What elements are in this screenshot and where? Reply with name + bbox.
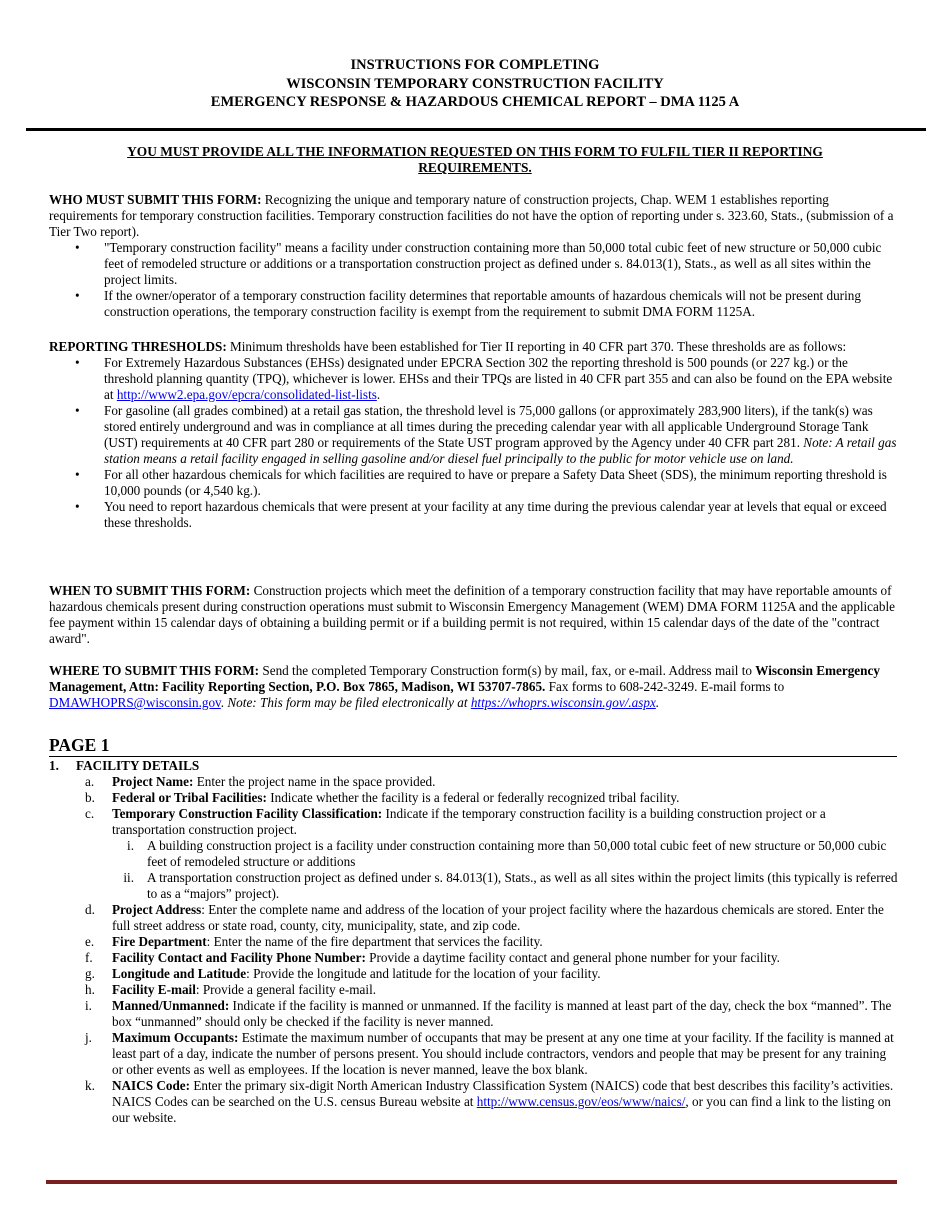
- list-item: [49, 1078, 899, 1126]
- section-title: FACILITY DETAILS: [76, 758, 200, 773]
- whoprs-link[interactable]: https://whoprs.wisconsin.gov/.aspx: [470, 695, 656, 710]
- item-text: : Provide the longitude and latitude for the location of your facility.: [246, 966, 601, 981]
- item-text: : Provide a general facility e-mail.: [195, 982, 377, 997]
- naics-end: , or you can find a link to the listing on our website.: [112, 1094, 891, 1125]
- who-text: Recognizing the unique and temporary nature of construction projects, Chap. WEM 1 establishes reporting requirements for temporary construction facilities. Temporary construction facilities do not have the option of reporting under s. 323.60, Stats., (submission of a Tier Two report).: [49, 192, 894, 239]
- thresholds-section: [49, 339, 899, 531]
- where-note-end: .: [655, 695, 660, 710]
- page1-divider: [49, 756, 897, 757]
- naics-link[interactable]: http://www.census.gov/eos/www/naics/: [476, 1094, 686, 1109]
- who-bullets: [49, 240, 899, 320]
- page1-heading: PAGE 1: [49, 735, 110, 755]
- item-text: Indicate if the facility is manned or unmanned. If the facility is manned at least part of the day, check the box “manned”. The box “unmanned” should only be checked if the facility is never manned.: [112, 998, 892, 1029]
- list-item: [49, 998, 899, 1030]
- item-marker: a.: [85, 774, 95, 789]
- item-label: Project Address: [112, 902, 202, 917]
- list-item: • You need to report hazardous chemicals that were present at your facility at any time during the previous calendar year at levels that equal or exceed these thresholds.: [49, 499, 899, 531]
- where-note: Note: This form may be filed electronically at: [227, 695, 471, 710]
- gas-note: Note: A retail gas station means a retail facility engaged in selling gasoline and/or diesel fuel principally to the public for motor vehicle use on land.: [104, 435, 897, 466]
- item-text: Provide a daytime facility contact and general phone number for your facility.: [365, 950, 780, 965]
- sub-item-text: A building construction project is a facility under construction containing more than 50,000 total cubic feet of new structure or 50,000 cubic feet of remodeled structure or additions: [147, 838, 887, 869]
- when-section: [49, 583, 899, 647]
- item-label: Facility Contact and Facility Phone Number:: [112, 950, 366, 965]
- sub-list-item: [112, 838, 899, 870]
- when-text: Construction projects which meet the definition of a temporary construction facility that may have reportable amounts of hazardous chemicals present during construction operations must submit to Wisconsin Emergency Management (WEM) DMA FORM 1125A and the applicable fee payment within 15 calendar days of obtaining a building permit or if a building permit is not required, within 15 calendar days of the date of the "contract award".: [49, 583, 895, 646]
- list-item: • "Temporary construction facility" means a facility under construction containing more than 50,000 total cubic feet of new structure or 50,000 cubic feet of remodeled structure or additions or a transportation construction project as defined under s. 84.013(1), Stats., as well as all sites within the project limits.: [49, 240, 899, 288]
- item-text: Enter the project name in the space provided.: [193, 774, 436, 789]
- list-item: [49, 790, 899, 806]
- who-heading: WHO MUST SUBMIT THIS FORM:: [49, 192, 262, 207]
- item-marker: k.: [85, 1078, 95, 1093]
- item-marker: g.: [85, 966, 95, 981]
- where-heading: WHERE TO SUBMIT THIS FORM:: [49, 663, 260, 678]
- list-item: [49, 934, 899, 950]
- item-label: Federal or Tribal Facilities:: [112, 790, 267, 805]
- where-text: Send the completed Temporary Construction form(s) by mail, fax, or e-mail. Address mail to: [259, 663, 756, 678]
- item-text: Estimate the maximum number of occupants that may be present at any one time at your facility. If the facility is manned at least part of a day, indicate the number of persons present. You should include contractors, vendors and people that may be present for any training or other events as well as employees. If the location is never manned, leave the box blank.: [112, 1030, 894, 1077]
- list-item: • If the owner/operator of a temporary construction facility determines that reportable amounts of hazardous chemicals will not be present during construction operations, the temporary construction facility is exempt from the requirement to submit DMA FORM 1125A.: [49, 288, 899, 320]
- ehs-text: For Extremely Hazardous Substances (EHSs) designated under EPCRA Section 302 the reporting threshold is 500 pounds (or 227 kg.) or the threshold planning quantity (TPQ), whichever is lower. EHSs and their TPQs are listed in 40 CFR part 355 and can also be found on the EPA website at: [104, 355, 893, 402]
- list-item: [49, 966, 899, 982]
- item-text: : Enter the complete name and address of the location of your project facility where the hazardous chemicals are stored. Enter the full street address or state road, county, city, municipality, state, and zip code.: [112, 902, 884, 933]
- thresholds-heading: REPORTING THRESHOLDS:: [49, 339, 227, 354]
- list-item: [49, 902, 899, 934]
- section-number: 1.: [49, 758, 59, 773]
- where-section: [49, 663, 899, 711]
- list-item: [49, 355, 899, 403]
- list-item: • For all other hazardous chemicals for which facilities are required to have or prepare a Safety Data Sheet (SDS), the minimum reporting threshold is 10,000 pounds (or 4,540 kg.).: [49, 467, 899, 499]
- footer-divider: [46, 1180, 897, 1184]
- gas-text: For gasoline (all grades combined) at a retail gas station, the threshold level is 75,000 gallons (or approximately 283,900 liters), if the tank(s) was stored entirely underground and was in compliance at all times during the preceding calendar year with all applicable Underground Storage Tank (UST) requirements at 40 CFR part 280 or requirements of the State UST program approved by the Agency under 40 CFR part 281.: [104, 403, 873, 450]
- item-label: Maximum Occupants:: [112, 1030, 239, 1045]
- document-title: [0, 56, 950, 112]
- email-link[interactable]: DMAWHOPRS@wisconsin.gov: [49, 695, 221, 710]
- ehs-end: .: [376, 387, 381, 402]
- list-item: [49, 774, 899, 790]
- item-label: Temporary Construction Facility Classification:: [112, 806, 383, 821]
- item-marker: f.: [85, 950, 93, 965]
- sub-list-item: [112, 870, 899, 902]
- item-text: : Enter the name of the fire department that services the facility.: [206, 934, 543, 949]
- mailing-address: Wisconsin Emergency Management, Attn: Facility Reporting Section, P.O. Box 7865, Madison, WI 53707-7865.: [49, 663, 880, 694]
- where-text-3: .: [220, 695, 228, 710]
- item-text: Indicate whether the facility is a federal or federally recognized tribal facility.: [266, 790, 680, 805]
- top-divider: [26, 128, 926, 131]
- item-label: NAICS Code:: [112, 1078, 191, 1093]
- where-text-2: Fax forms to 608-242-3249. E-mail forms to: [545, 679, 785, 694]
- requirement-notice: YOU MUST PROVIDE ALL THE INFORMATION REQUESTED ON THIS FORM TO FULFIL TIER II REPORTING REQUIREMENTS.: [127, 144, 823, 175]
- item-label: Project Name:: [112, 774, 194, 789]
- sub-item-marker: i.: [127, 838, 134, 853]
- item-text: Indicate if the temporary construction facility is a building construction project or a transportation construction project.: [112, 806, 826, 837]
- item-marker: j.: [85, 1030, 92, 1045]
- item-marker: e.: [85, 934, 95, 949]
- list-item: [49, 950, 899, 966]
- item-label: Longitude and Latitude: [112, 966, 247, 981]
- item-marker: h.: [85, 982, 95, 997]
- list-item: [49, 982, 899, 998]
- item-marker: i.: [85, 998, 92, 1013]
- list-item: [49, 403, 899, 467]
- sub-item-text: A transportation construction project as defined under s. 84.013(1), Stats., as well as all sites within the project limits (this typically is referred to as a “majors” project).: [147, 870, 898, 901]
- item-label: Facility E-mail: [112, 982, 196, 997]
- item-label: Fire Department: [112, 934, 207, 949]
- item-marker: b.: [85, 790, 95, 805]
- thresholds-bullets: [49, 355, 899, 531]
- sub-item-marker: ii.: [123, 870, 134, 885]
- list-item: [49, 1030, 899, 1078]
- title-line-2: WISCONSIN TEMPORARY CONSTRUCTION FACILITY: [286, 75, 664, 92]
- section-heading: [49, 758, 899, 774]
- title-line-1: INSTRUCTIONS FOR COMPLETING: [350, 57, 600, 73]
- item-text: Enter the primary six-digit North American Industry Classification System (NAICS) code that best describes this facility’s activities. NAICS Codes can be searched on the U.S. census Bureau website at: [112, 1078, 894, 1109]
- epa-link[interactable]: http://www2.epa.gov/epcra/consolidated-list-lists: [116, 387, 377, 402]
- item-label: Manned/Unmanned:: [112, 998, 230, 1013]
- title-line-3: EMERGENCY RESPONSE & HAZARDOUS CHEMICAL REPORT – DMA 1125 A: [210, 94, 740, 110]
- thresholds-text: Minimum thresholds have been established for Tier II reporting in 40 CFR part 370. These thresholds are as follows:: [226, 339, 847, 354]
- when-heading: WHEN TO SUBMIT THIS FORM:: [49, 583, 251, 598]
- who-section: [49, 192, 899, 320]
- item-marker: d.: [85, 902, 95, 917]
- list-item: [49, 806, 899, 902]
- item-marker: c.: [85, 806, 95, 821]
- classification-sublist: [112, 838, 899, 902]
- facility-details-section: [49, 758, 899, 1126]
- facility-items: [49, 774, 899, 1126]
